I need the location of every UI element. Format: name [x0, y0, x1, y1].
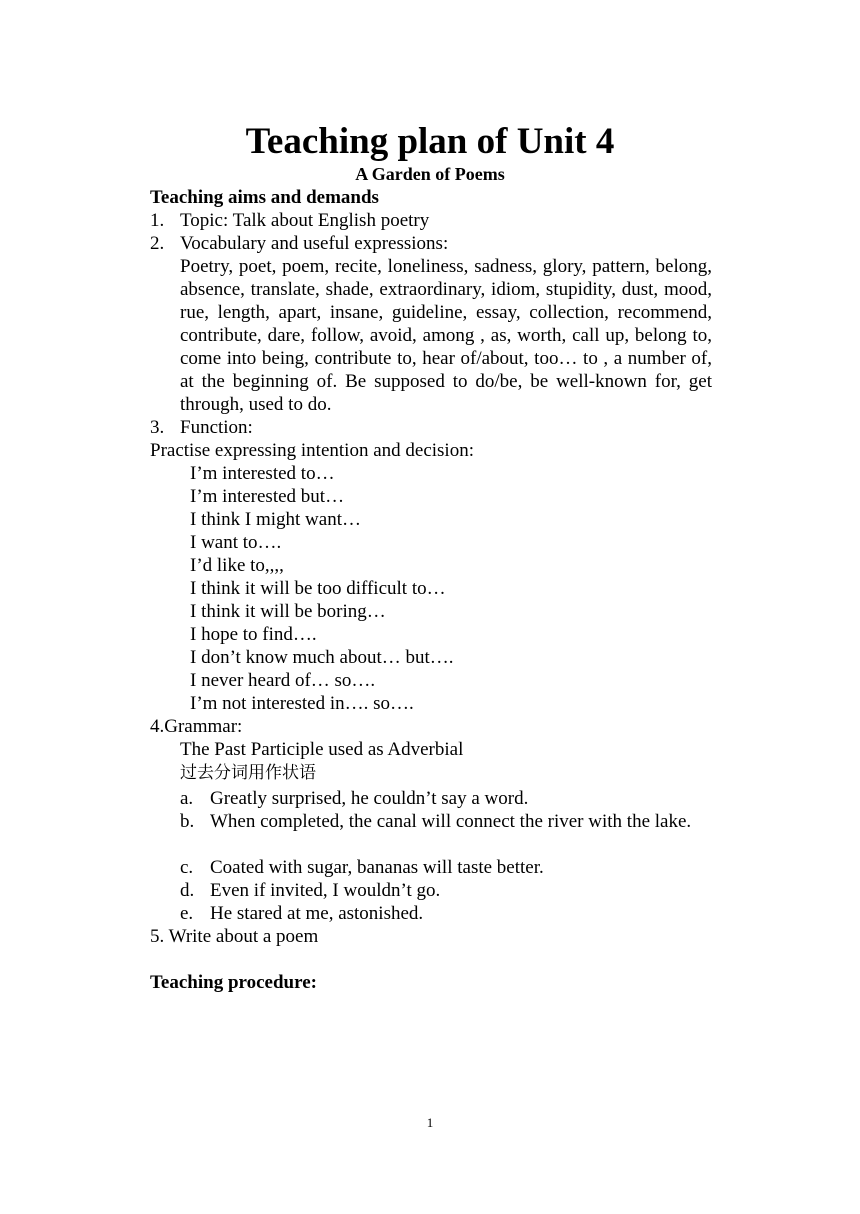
document-subtitle: A Garden of Poems [355, 164, 505, 184]
example-text: Coated with sugar, bananas will taste better. [210, 857, 544, 878]
function-phrase: I never heard of… so…. [190, 670, 376, 691]
function-phrase: I’m interested to… [190, 463, 335, 484]
item-number: 1. [150, 210, 165, 231]
item-text-topic: Topic: Talk about English poetry [180, 210, 430, 231]
grammar-topic: The Past Participle used as Adverbial [180, 739, 464, 760]
function-phrase: I don’t know much about… but…. [190, 647, 454, 668]
function-phrase: I hope to find…. [190, 624, 317, 645]
item-number: 3. [150, 417, 165, 438]
vocabulary-paragraph: Poetry, poet, poem, recite, loneliness, sadness, glory, pattern, belong, absence, translate, shade, extraordinary, idiom, stupidity, dust, mood, rue, length, apart, insane, guideline, essay, collection, recommend, contribute, dare, follow, avoid, among , as, worth, call up, belong to, come into being, contribute to, hear of/about, too… to , a number of, at the beginning of. Be supposed to do/be, be well-known for, get through, used to do. [180, 256, 712, 415]
grammar-topic-chinese: 过去分词用作状语 [180, 763, 316, 783]
example-label: d. [180, 880, 195, 901]
function-phrase: I think it will be boring… [190, 601, 386, 622]
item-text-function: Function: [180, 417, 253, 438]
example-label: b. [180, 811, 195, 832]
example-label: a. [180, 788, 194, 809]
example-text: Greatly surprised, he couldn’t say a word. [210, 788, 529, 809]
function-phrase: I think it will be too difficult to… [190, 578, 446, 599]
document-title: Teaching plan of Unit 4 [245, 121, 615, 162]
section-heading-aims: Teaching aims and demands [150, 187, 379, 208]
example-text: He stared at me, astonished. [210, 903, 424, 924]
function-phrase: I’m interested but… [190, 486, 345, 507]
page-number: 1 [426, 1115, 434, 1130]
example-text: Even if invited, I wouldn’t go. [210, 880, 441, 901]
function-intro: Practise expressing intention and decision: [150, 440, 474, 461]
item-number: 2. [150, 233, 165, 254]
section-heading-procedure: Teaching procedure: [150, 972, 317, 993]
item-write-poem: 5. Write about a poem [150, 926, 319, 947]
function-phrase: I’d like to,,,, [190, 555, 284, 576]
item-text-vocabulary: Vocabulary and useful expressions: [180, 233, 449, 254]
example-label: c. [180, 857, 194, 878]
function-phrase: I’m not interested in…. so…. [190, 693, 414, 714]
function-phrase: I want to…. [190, 532, 282, 553]
grammar-heading: 4.Grammar: [150, 716, 243, 737]
function-phrase: I think I might want… [190, 509, 361, 530]
example-label: e. [180, 903, 194, 924]
example-text: When completed, the canal will connect the river with the lake. [210, 811, 692, 832]
